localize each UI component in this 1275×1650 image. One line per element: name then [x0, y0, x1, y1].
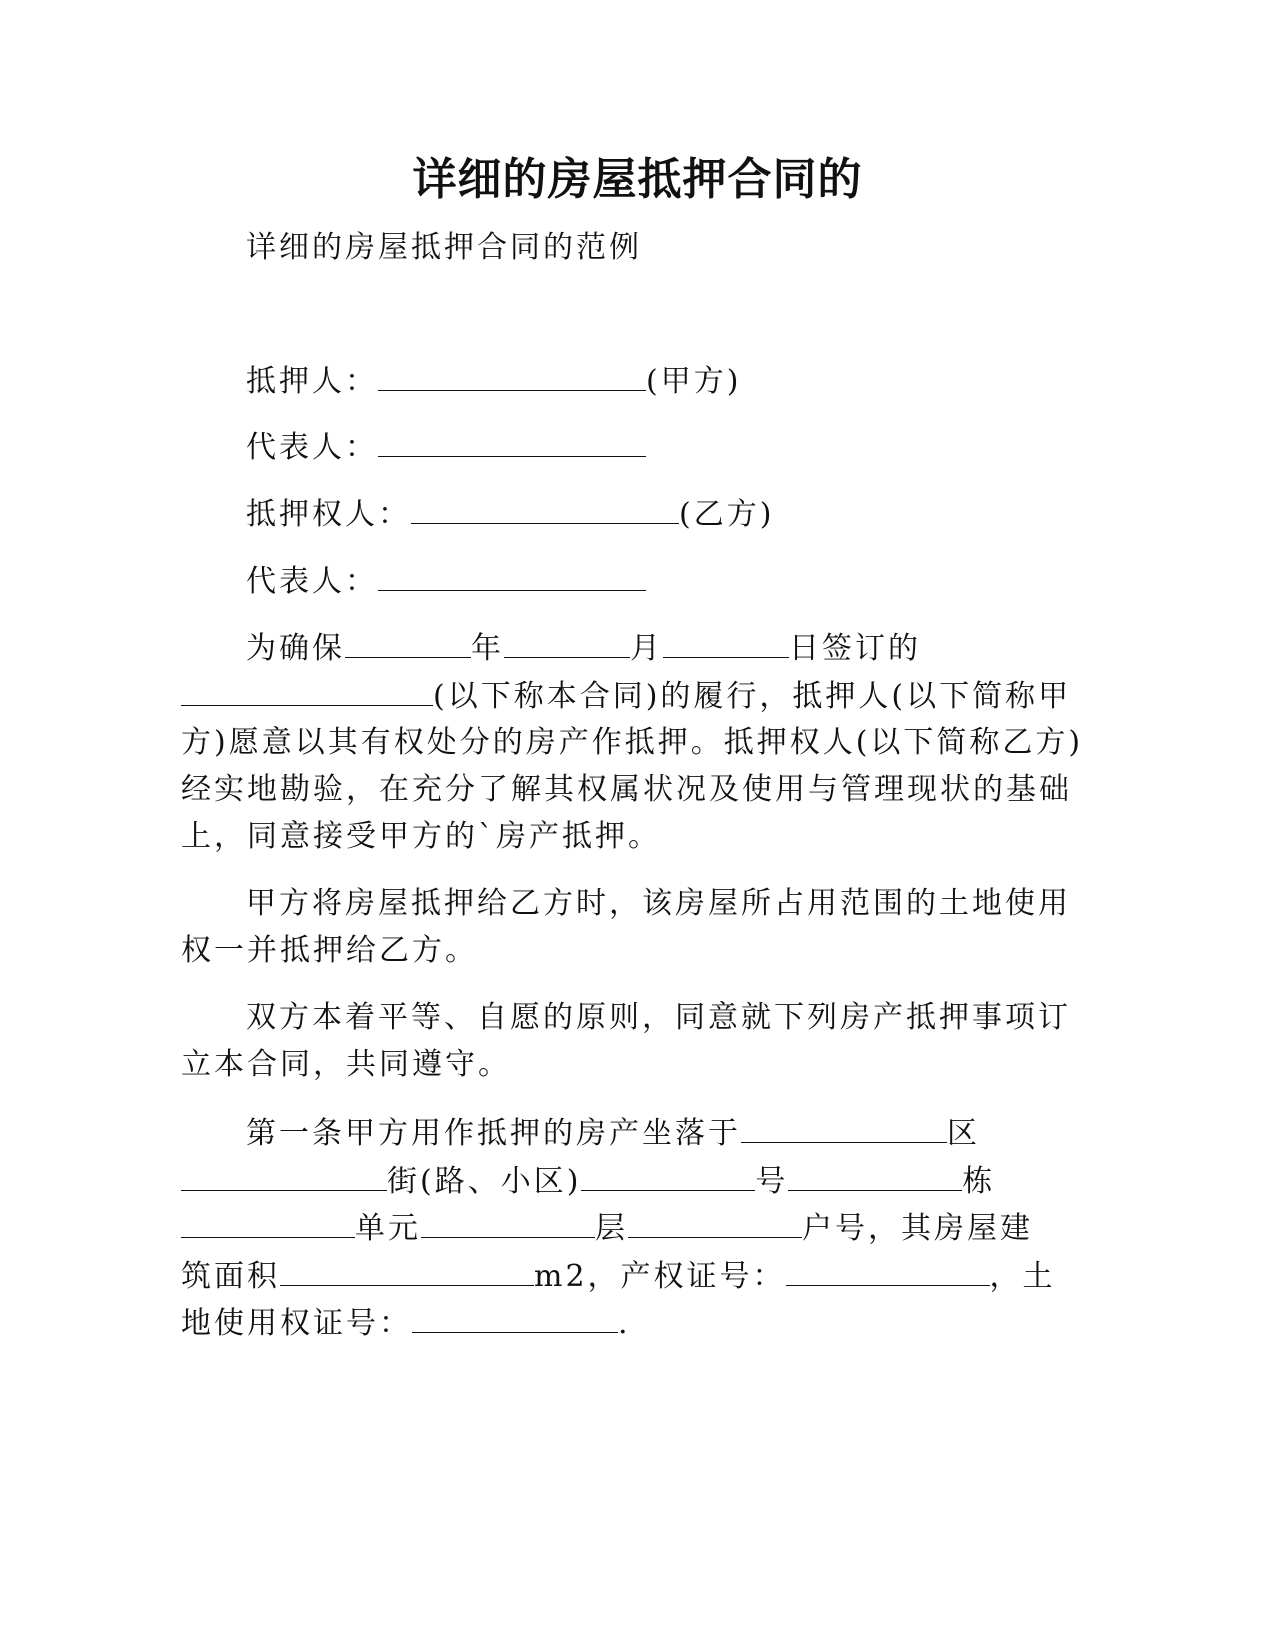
representative-label-2: 代表人：	[246, 564, 378, 599]
para3-line-1: 双方本着平等、自愿的原则，同意就下列房产抵押事项订	[246, 1000, 1071, 1035]
mortgagor-suffix: (甲方)	[646, 364, 742, 399]
article1-line-3	[181, 1205, 1033, 1251]
unit-blank	[181, 1205, 355, 1238]
para2-line-1: 甲方将房屋抵押给乙方时，该房屋所占用范围的土地使用	[246, 886, 1071, 921]
floor-label: 层	[595, 1211, 628, 1246]
property-cert-blank	[786, 1253, 990, 1286]
mortgagee-label: 抵押权人：	[246, 497, 411, 532]
mortgagor-blank	[378, 358, 646, 391]
mortgagee-suffix: (乙方)	[679, 497, 775, 532]
month-blank	[504, 625, 630, 658]
unit-label: 单元	[355, 1211, 421, 1246]
para1-line-3: 方)愿意以其有权处分的房产作抵押。抵押权人(以下简称乙方)	[181, 725, 1084, 760]
article1-line-5	[181, 1300, 631, 1346]
floor-blank	[421, 1205, 595, 1238]
area-label: 筑面积	[181, 1259, 280, 1294]
representative-line-2	[246, 558, 646, 604]
mortgagor-line	[246, 358, 741, 404]
article1-text: ，土	[989, 1259, 1056, 1294]
day-blank	[663, 625, 789, 658]
street-blank	[181, 1158, 387, 1191]
article1-line-4	[181, 1253, 1056, 1299]
representative-line-1	[246, 424, 646, 470]
year-blank	[345, 625, 471, 658]
document-title: 详细的房屋抵押合同的	[412, 154, 863, 205]
representative-blank-1	[378, 424, 646, 457]
para1-line-4: 经实地勘验，在充分了解其权属状况及使用与管理现状的基础	[181, 772, 1072, 807]
street-label: 街(路、小区)	[387, 1164, 582, 1199]
room-label: 户号，其房屋建	[802, 1211, 1033, 1246]
building-label: 栋	[962, 1164, 996, 1199]
day-label: 日签订的	[789, 631, 921, 666]
para3-line-2: 立本合同，共同遵守。	[181, 1047, 511, 1082]
para1-line-2	[181, 673, 1071, 719]
property-cert-label: m2，产权证号：	[534, 1259, 786, 1294]
para2-line-2: 权一并抵押给乙方。	[181, 933, 478, 968]
year-label: 年	[471, 631, 504, 666]
number-blank	[581, 1158, 755, 1191]
district-label: 区	[947, 1116, 980, 1151]
article1-text: .	[618, 1306, 631, 1341]
area-blank	[280, 1253, 534, 1286]
para1-text: 为确保	[246, 631, 345, 666]
district-blank	[741, 1110, 947, 1143]
para1-line-1	[246, 625, 921, 671]
building-blank	[788, 1158, 962, 1191]
article1-line-2	[181, 1158, 995, 1204]
number-label: 号	[755, 1164, 789, 1199]
mortgagee-line	[246, 491, 774, 537]
para1-line-5: 上，同意接受甲方的`房产抵押。	[181, 819, 661, 854]
mortgagor-label: 抵押人：	[246, 364, 378, 399]
para1-text: (以下称本合同)的履行，抵押人(以下简称甲	[433, 679, 1072, 714]
mortgagee-blank	[411, 491, 679, 524]
land-cert-label: 地使用权证号：	[181, 1306, 412, 1341]
representative-label-1: 代表人：	[246, 430, 378, 465]
room-blank	[628, 1205, 802, 1238]
article1-line-1	[246, 1110, 980, 1156]
month-label: 月	[630, 631, 663, 666]
article1-text: 第一条甲方用作抵押的房产坐落于	[246, 1116, 741, 1151]
land-cert-blank	[412, 1300, 618, 1333]
contract-name-blank	[181, 673, 433, 706]
subtitle: 详细的房屋抵押合同的范例	[246, 230, 642, 265]
representative-blank-2	[378, 558, 646, 591]
